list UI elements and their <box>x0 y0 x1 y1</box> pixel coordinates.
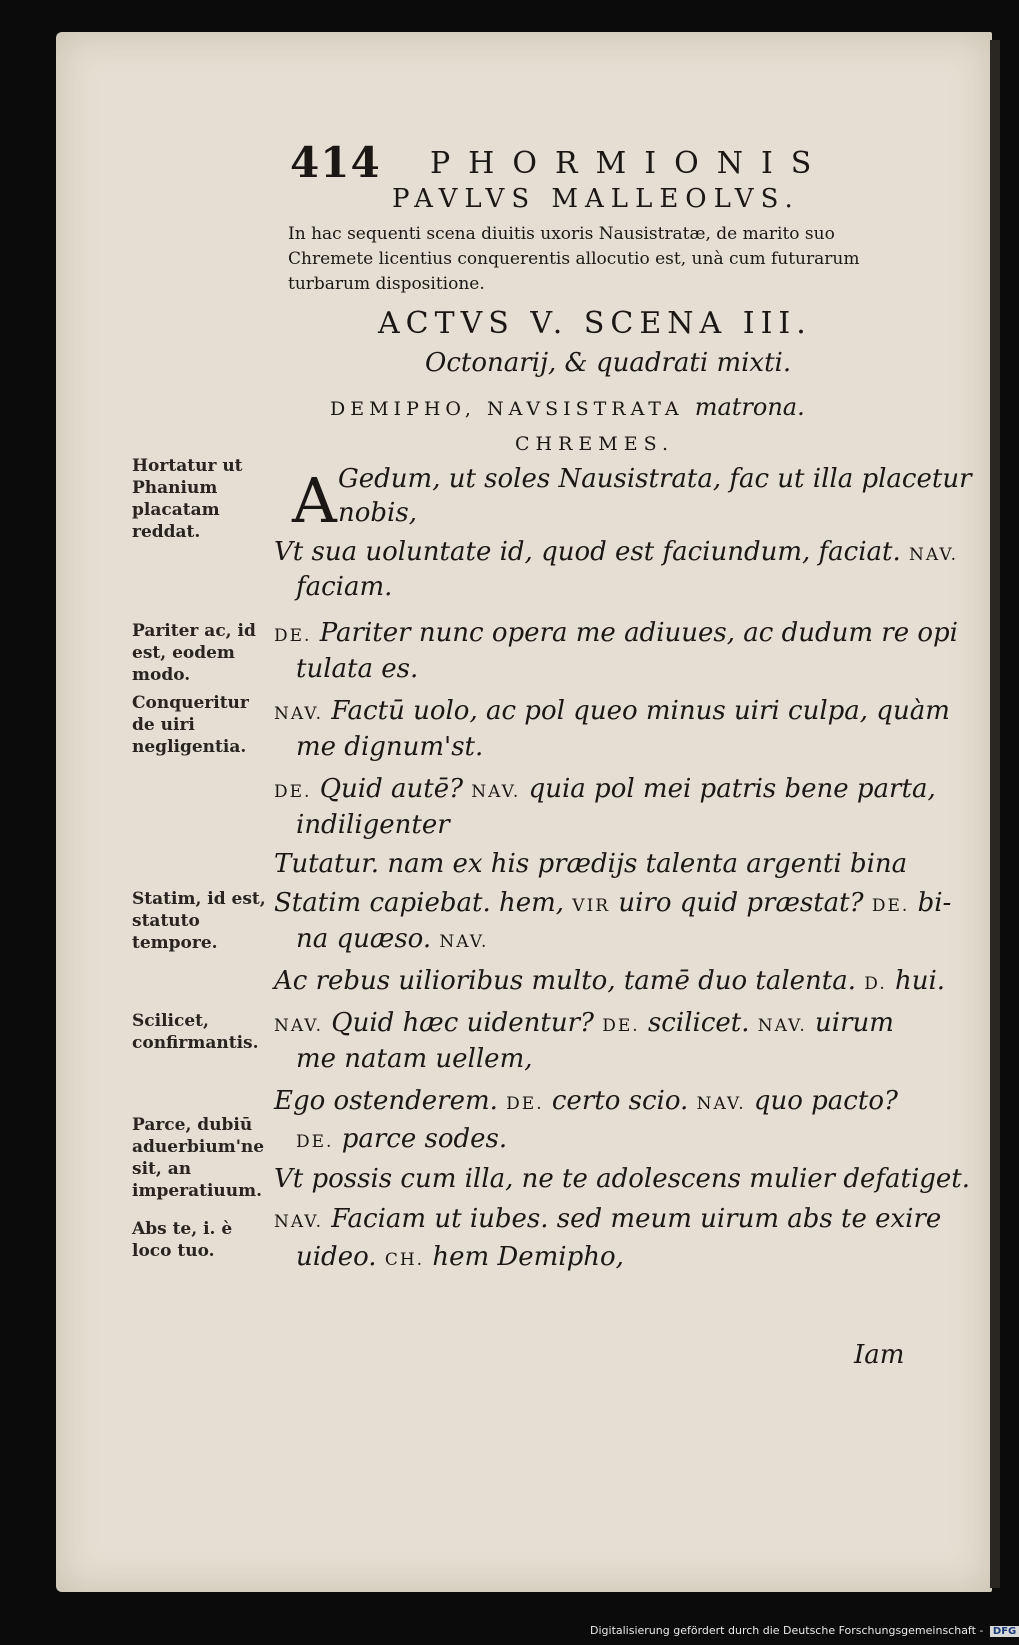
speaker-label: DE. <box>871 896 910 916</box>
marginal-note: Statim, id est, statuto tempore. <box>132 889 266 953</box>
speaker-label: DE. <box>296 1132 334 1152</box>
marginal-note: Hortatur ut Phanium placatam reddat. <box>132 456 243 542</box>
verse-line: nobis, <box>338 498 417 528</box>
verse-line: me dignum'st. <box>296 732 484 762</box>
speaker-label: NAV. <box>439 932 489 952</box>
footer-text: Digitalisierung gefördert durch die Deutsche Forschungsgemeinschaft - <box>590 1624 984 1637</box>
verse-line <box>296 920 488 961</box>
verse-text: Statim capiebat. hem, <box>274 888 565 918</box>
marginal-note: Parce, dubiū aduerbium'ne sit, an imperatiuum. <box>132 1115 265 1201</box>
speaker-label: NAV. <box>696 1094 746 1114</box>
act-heading: ACTVS V. SCENA III. <box>378 306 812 341</box>
verse-line <box>274 692 950 733</box>
verse-text: bi- <box>917 888 952 918</box>
verse-text: uirum <box>815 1008 894 1038</box>
verse-text: parce sodes. <box>341 1124 508 1154</box>
verse-text: uideo. <box>296 1242 377 1272</box>
verse-text: hui. <box>895 966 946 996</box>
speaker-label: DE. <box>274 782 312 802</box>
dramatis-personae-line1 <box>330 393 805 421</box>
verse-text: Ego ostenderem. <box>274 1086 498 1116</box>
persons-suffix: matrona. <box>694 393 805 421</box>
verse-text: Faciam ut iubes. sed meum uirum abs te exire <box>331 1204 942 1234</box>
speaker-label: NAV. <box>471 782 521 802</box>
marginal-note: Conqueritur de uiri negligentia. <box>132 693 249 757</box>
dfg-logo: DFG <box>990 1626 1019 1637</box>
verse-line: Vt possis cum illa, ne te adolescens mulier defatiget. <box>274 1164 971 1194</box>
speaker-label: DE. <box>602 1016 640 1036</box>
marginal-note: Abs te, i. è loco tuo. <box>132 1219 233 1261</box>
verse-text: Quid autē? <box>319 774 464 804</box>
verse-text: uiro quid præstat? <box>618 888 864 918</box>
marginal-note: Scilicet, confirmantis. <box>132 1011 259 1053</box>
scene-argument: In hac sequenti scena diuitis uxoris Nausistratæ, de marito suo Chremete licentius conquerentis allocutio est, unà cum futurarum turbarum dispositione. <box>288 224 860 294</box>
verse-text: hem Demipho, <box>432 1242 624 1272</box>
verse-text: Factū uolo, ac pol queo minus uiri culpa, quàm <box>331 696 950 726</box>
verse-line <box>274 614 958 655</box>
speaker-label: D. <box>864 974 887 994</box>
verse-text: na quæso. <box>296 924 432 954</box>
digitization-footer <box>590 1624 1019 1637</box>
speaker-label: DE. <box>274 626 312 646</box>
verse-line: tulata es. <box>296 654 419 684</box>
verse-line: indiligenter <box>296 810 450 840</box>
verse-line: Tutatur. nam ex his prædijs talenta argenti bina <box>274 849 908 879</box>
marginal-note: Pariter ac, id est, eodem modo. <box>132 621 256 685</box>
speaker-label: VIR <box>572 896 611 916</box>
verse-line <box>274 884 951 925</box>
speaker-label: CH. <box>384 1250 425 1270</box>
speaker-label: NAV. <box>909 545 959 565</box>
verse-line <box>274 1004 894 1045</box>
verse-text: Vt sua uoluntate id, quod est faciundum, faciat. <box>274 537 901 567</box>
verse-text: Ac rebus uilioribus multo, tamē duo talenta. <box>274 966 857 996</box>
verse-line: faciam. <box>296 572 393 602</box>
verse-text: certo scio. <box>551 1086 689 1116</box>
speaker-label: NAV. <box>274 704 324 724</box>
catchword: Iam <box>854 1340 905 1370</box>
verse-text: Pariter nunc opera me adiuues, ac dudum re opi <box>319 618 958 648</box>
verse-line: me natam uellem, <box>296 1044 533 1074</box>
commentator-name: PAVLVS MALLEOLVS. <box>392 184 800 214</box>
verse-line: Gedum, ut soles Nausistrata, fac ut illa placetur <box>338 464 972 494</box>
verse-line <box>274 770 936 811</box>
drop-cap: A <box>292 464 337 537</box>
verse-text: Quid hæc uidentur? <box>331 1008 594 1038</box>
verse-text: quo pacto? <box>753 1086 898 1116</box>
running-title: PHORMIONIS <box>430 146 830 181</box>
dramatis-personae-line2: CHREMES. <box>515 433 674 455</box>
speaker-label: NAV. <box>274 1016 324 1036</box>
speaker-label: NAV. <box>274 1212 324 1232</box>
verse-line <box>274 1082 898 1123</box>
verse-text: quia pol mei patris bene parta, <box>528 774 936 804</box>
verse-line <box>296 1120 507 1161</box>
verse-line <box>274 962 945 1003</box>
verse-line <box>274 1200 941 1241</box>
meter-note: Octonarij, & quadrati mixti. <box>425 348 792 378</box>
speaker-label: DE. <box>506 1094 544 1114</box>
speaker-label: NAV. <box>757 1016 807 1036</box>
persons-names: DEMIPHO, NAVSISTRATA <box>330 398 684 420</box>
verse-text: scilicet. <box>647 1008 750 1038</box>
verse-line <box>296 1238 624 1279</box>
page-number: 414 <box>290 138 381 187</box>
